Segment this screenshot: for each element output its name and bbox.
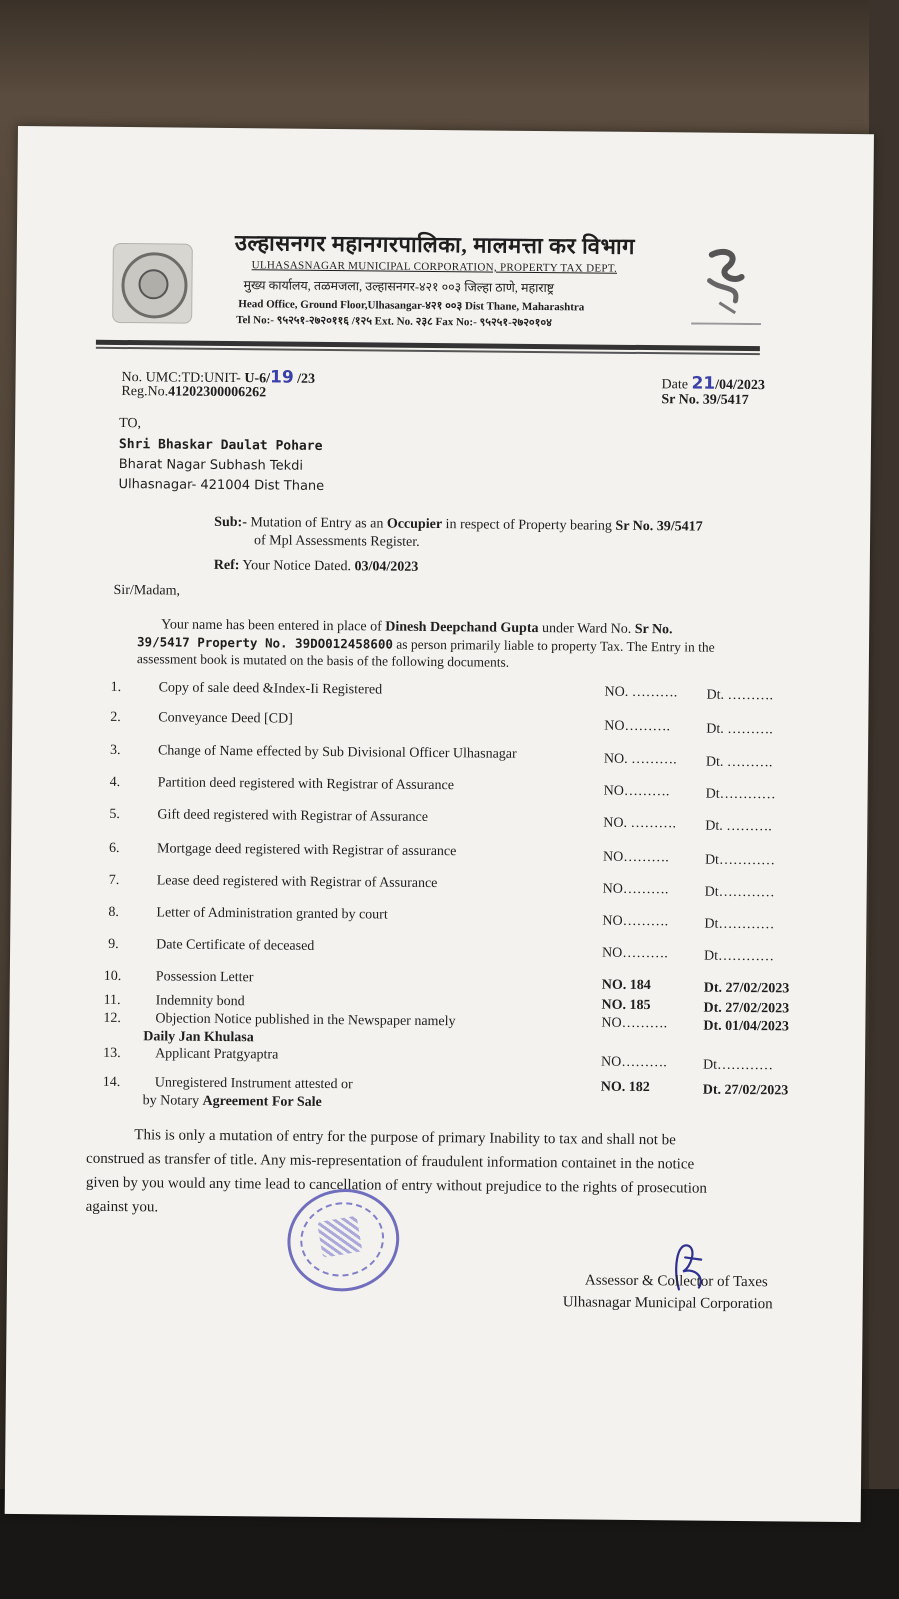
document-number: 10.	[103, 968, 122, 985]
salutation: Sir/Madam,	[113, 582, 181, 599]
document-date-field: Dt…………	[704, 852, 776, 869]
document-date-field: Dt…………	[704, 916, 775, 933]
document-date-field: Dt…………	[704, 884, 775, 901]
document-number: 9.	[108, 936, 119, 953]
document-number: 7.	[108, 872, 120, 889]
closing-line1: This is only a mutation of entry for the purpose of primary Inability to tax and shall not be	[134, 1127, 676, 1149]
document-number: 5.	[109, 806, 120, 823]
document-no-field: NO. ……….	[603, 751, 677, 768]
document-date-field: Dt…………	[705, 786, 776, 803]
document-no-field: NO……….	[602, 881, 669, 898]
header-address-marathi: मुख्य कार्यालय, तळमजला, उल्हासनगर-४२१ ००३ जिल्हा ठाणे, महाराष्ट्र	[243, 278, 555, 296]
document-description: Letter of Administration granted by court	[156, 905, 388, 923]
document-date-field: Dt. 27/02/2023	[703, 1000, 790, 1017]
document-number: 11.	[103, 992, 121, 1009]
document-number: 3.	[109, 742, 121, 759]
document-number: 14.	[102, 1074, 121, 1091]
document-no-field: NO……….	[602, 849, 669, 866]
subject-line: Sub:- Mutation of Entry as an Occupier in respect of Property bearing Sr No. 39/5417	[214, 514, 703, 535]
document-description: Gift deed registered with Registrar of Assurance	[157, 807, 429, 825]
document-description: Indemnity bond	[155, 993, 245, 1010]
addressee-line2: Ulhasnagar- 421004 Dist Thane	[118, 476, 325, 494]
property-tax-logo-icon	[691, 242, 762, 325]
document-number: 1.	[110, 679, 122, 696]
signatory-title: Assessor & Collector of Taxes	[584, 1272, 768, 1291]
background-right	[869, 0, 899, 1599]
closing-line3: given by you would any time lead to cancellation of entry without prejudice to the rights of prosecution	[85, 1174, 708, 1197]
closing-line4: against you.	[85, 1198, 159, 1216]
document-number: 13.	[103, 1045, 121, 1062]
body-line3: assessment book is mutated on the basis of the following documents.	[136, 651, 510, 670]
document-date-field: Dt. ……….	[706, 721, 773, 738]
document-date-field: Dt. ……….	[705, 754, 773, 771]
sr-number: Sr No. 39/5417	[661, 392, 749, 409]
addressee-line1: Bharat Nagar Subhash Tekdi	[118, 456, 304, 474]
document-description: Applicant Pratgyaptra	[155, 1046, 279, 1063]
document-no-field: NO. 185	[601, 997, 651, 1014]
header-title-marathi: उल्हासनगर महानगरपालिका, मालमत्ता कर विभाग	[234, 230, 636, 259]
document-no-field: NO……….	[601, 1015, 668, 1032]
addressee-to: TO,	[119, 415, 142, 432]
document-number: 12.	[103, 1010, 122, 1027]
corporation-emblem-icon	[112, 243, 193, 324]
document-no-field: NO……….	[602, 913, 669, 930]
document-description: Change of Name effected by Sub Divisional Officer Ulhasnagar	[157, 743, 517, 762]
reference-number: No. UMC:TD:UNIT- U-6/19 /23	[121, 367, 316, 388]
reference-notice: Ref: Your Notice Dated. 03/04/2023	[213, 557, 419, 575]
subject-line2: of Mpl Assessments Register.	[253, 533, 420, 550]
header-title-english: ULHASASNAGAR MUNICIPAL CORPORATION, PROPERTY TAX DEPT.	[251, 259, 618, 275]
document-number: 4.	[109, 774, 121, 791]
document-description: Copy of sale deed &Index-Ii Registered	[158, 680, 383, 698]
document-description: Objection Notice published in the Newspaper namely	[155, 1011, 456, 1030]
letter-date: Date 21/04/2023	[661, 373, 766, 394]
closing-line2: construed as transfer of title. Any mis-representation of fraudulent information containet in the notice	[86, 1150, 695, 1173]
document-date-field: Dt. 01/04/2023	[703, 1018, 790, 1035]
document-description: Conveyance Deed [CD]	[158, 710, 293, 727]
document-date-field: Dt…………	[703, 948, 775, 965]
addressee-name: Shri Bhaskar Daulat Pohare	[118, 436, 323, 454]
document-description: Possession Letter	[155, 969, 254, 986]
document-description-line2: Daily Jan Khulasa	[143, 1029, 254, 1046]
document-description: Mortgage deed registered with Registrar of assurance	[156, 841, 457, 860]
document-date-field: Dt. ……….	[705, 818, 772, 835]
body-line1: Your name has been entered in place of Dinesh Deepchand Gupta under Ward No. Sr No.	[161, 617, 673, 638]
document-no-field: NO……….	[603, 783, 670, 800]
document-description: Partition deed registered with Registrar of Assurance	[157, 775, 455, 794]
document-number: 2.	[110, 709, 121, 726]
document-no-field: NO. 182	[600, 1079, 650, 1096]
document-description: Unregistered Instrument attested or	[154, 1075, 353, 1093]
official-seal-stamp	[280, 1181, 407, 1300]
letter-page	[5, 126, 874, 1522]
document-description-line2: by Notary Agreement For Sale	[142, 1093, 322, 1110]
document-date-field: Dt…………	[702, 1057, 774, 1074]
document-no-field: NO. 184	[601, 977, 651, 994]
registration-number: Reg.No.41202300006262	[121, 384, 267, 401]
document-description: Date Certificate of deceased	[156, 937, 315, 954]
document-date-field: Dt. 27/02/2023	[703, 980, 790, 997]
document-no-field: NO. ……….	[604, 684, 678, 701]
body-line2: 39/5417 Property No. 39DO012458600 as person primarily liable to property Tax. The Entry in the	[136, 634, 715, 655]
document-no-field: NO. ……….	[603, 815, 677, 832]
document-date-field: Dt. ……….	[706, 687, 774, 704]
document-description: Lease deed registered with Registrar of Assurance	[156, 873, 438, 892]
document-no-field: NO……….	[604, 718, 671, 735]
document-no-field: NO……….	[600, 1054, 667, 1071]
document-number: 8.	[108, 904, 120, 921]
document-date-field: Dt. 27/02/2023	[702, 1082, 789, 1099]
document-number: 6.	[108, 840, 120, 857]
document-no-field: NO……….	[602, 945, 668, 962]
signatory-organization: Ulhasnagar Municipal Corporation	[562, 1294, 773, 1313]
header-address-english: Head Office, Ground Floor,Ulhasangar-४२१ ००३ Dist Thane, Maharashtra	[238, 298, 585, 314]
header-telephone: Tel No:- ९५२५१-२७२०११६ /१२५ Ext. No. २३८ Fax No:- ९५२५१-२७२०१०४	[236, 314, 552, 330]
